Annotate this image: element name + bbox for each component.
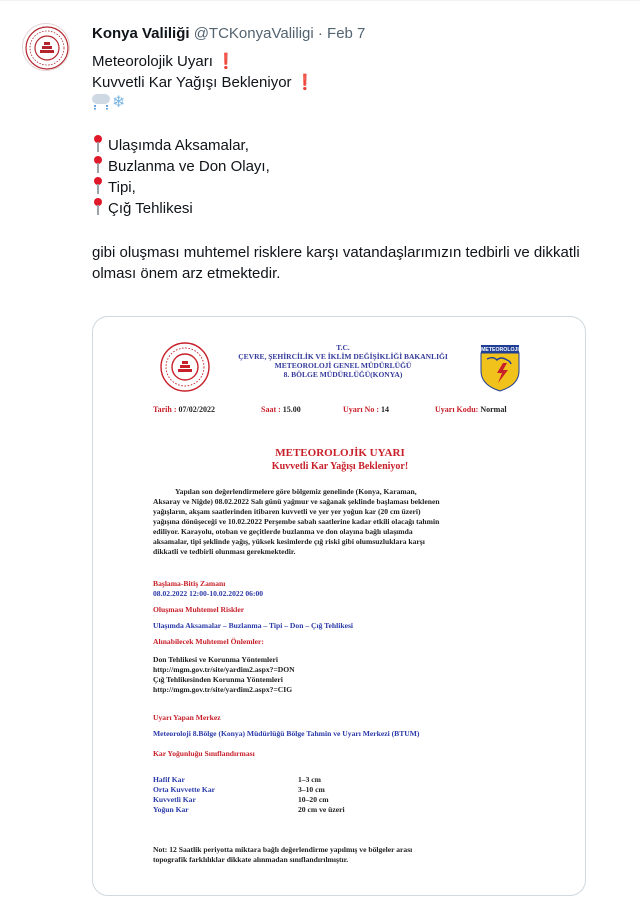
risks-value: Ulaşımda Aksamalar – Buzlanma – Tipi – Don – Çığ Tehlikesi	[153, 621, 354, 630]
class-value: 1–3 cm	[298, 775, 321, 784]
pushpin-icon	[92, 177, 104, 195]
meta-code-label: Uyarı Kodu:	[435, 405, 481, 414]
paragraph-line: ediliyor. Karayolu, otoban ve geçitlerde buzlanma ve don olayına bağlı ulaşımda	[153, 527, 413, 536]
lightning-icon	[473, 343, 527, 393]
tweet-header	[92, 25, 365, 42]
document-paragraph	[153, 487, 531, 557]
bullet-text: Çığ Tehlikesi	[108, 200, 193, 217]
class-value: 3–10 cm	[298, 785, 325, 794]
snowflake-icon: ❄	[112, 92, 126, 111]
ministry-line: T.C.	[336, 343, 350, 352]
paragraph-line: yağışına dönüşeceği ve 10.02.2022 Perşembe sabah saatlerine kadar etkili olacağı tahmin	[153, 517, 440, 526]
note-line: Not: 12 Saatlik periyotta miktara bağlı değerlendirme yapılmış ve bölgeler arası	[153, 845, 413, 854]
exclamation-icon: ❗	[295, 74, 315, 91]
document-subtitle: Kuvvetli Kar Yağışı Bekleniyor!	[271, 461, 409, 472]
measures-label: Alınabilecek Muhtemel Önlemler:	[153, 637, 264, 646]
warning-document	[93, 317, 586, 896]
bullet-text: Buzlanma ve Don Olayı,	[108, 158, 270, 175]
meta-no-label: Uyarı No :	[343, 405, 381, 414]
attached-image[interactable]	[92, 316, 586, 896]
bullet-item	[92, 135, 640, 156]
class-name: Orta Kuvvette Kar	[153, 785, 215, 794]
class-name: Yoğun Kar	[153, 805, 189, 814]
meta-warning-no	[343, 405, 389, 414]
paragraph-line: yağışların, akşam saatlerinden itibaren kuvvetli ve yer yer yoğun kar (20 cm üzeri)	[153, 507, 421, 516]
meta-code-value: Normal	[480, 405, 507, 414]
meta-no-value: 14	[381, 405, 389, 414]
classification-row	[153, 805, 345, 815]
tweet-date[interactable]: Feb 7	[327, 25, 366, 42]
paragraph-line: Yapılan son değerlendirmelere göre bölgemiz genelinde (Konya, Karaman,	[175, 487, 417, 496]
period-value: 08.02.2022 12:00-10.02.2022 06:00	[153, 589, 264, 598]
bullet-text: Tipi,	[108, 179, 136, 196]
class-name: Hafif Kar	[153, 775, 185, 784]
paragraph-line: aksamalar, tipi şeklinde yağış, yüksek kesimlerde çığ riski gibi olumsuzluklara karşı	[153, 537, 425, 546]
bullet-item	[92, 177, 640, 198]
class-value: 10–20 cm	[298, 795, 329, 804]
classification-row	[153, 775, 345, 785]
center-label: Uyarı Yapan Merkez	[153, 713, 221, 722]
document-title: METEOROLOJİK UYARI	[275, 447, 405, 459]
meteorology-logo	[473, 343, 527, 393]
author-handle[interactable]: @TCKonyaValiligi	[193, 25, 314, 42]
center-value: Meteoroloji 8.Bölge (Konya) Müdürlüğü Bölge Tahmin ve Uyarı Merkezi (BTUM)	[153, 729, 420, 738]
tweet-line-text: gibi oluşması muhtemel risklere karşı vatandaşlarımızın tedbirli ve dikkatli	[92, 244, 580, 261]
spacer	[92, 114, 640, 135]
note-line: topografik farklılıklar dikkate alınmadan sınıflandırılmıştır.	[153, 855, 349, 864]
ministry-header	[223, 343, 463, 379]
classification-table	[153, 775, 345, 815]
bullet-item	[92, 156, 640, 177]
ministry-seal-logo	[159, 341, 211, 393]
class-value: 20 cm ve üzeri	[298, 805, 345, 814]
seal-icon	[159, 341, 211, 393]
ministry-line: 8. BÖLGE MÜDÜRLÜĞÜ(KONYA)	[283, 370, 403, 379]
meta-time	[261, 405, 301, 414]
measure-line: Çığ Tehlikesinden Korunma Yöntemleri	[153, 675, 283, 684]
class-name: Kuvvetli Kar	[153, 795, 196, 804]
meta-date-label: Tarih :	[153, 405, 179, 414]
ministry-line: ÇEVRE, ŞEHİRCİLİK VE İKLİM DEĞİŞİKLİĞİ BAKANLIĞI	[238, 352, 448, 361]
risks-label: Oluşması Muhtemel Riskler	[153, 605, 245, 614]
meta-date-value: 07/02/2022	[178, 405, 215, 414]
meta-time-label: Saat :	[261, 405, 283, 414]
bullet-text: Ulaşımda Aksamalar,	[108, 137, 249, 154]
tweet-line-text: Kuvvetli Kar Yağışı Bekleniyor	[92, 74, 292, 91]
meta-warning-code	[435, 405, 507, 414]
classification-row	[153, 785, 345, 795]
period-label: Başlama-Bitiş Zamanı	[153, 579, 226, 588]
measure-link: http://mgm.gov.tr/site/yardim2.aspx?=DON	[153, 665, 295, 674]
ministry-line: METEOROLOJİ GENEL MÜDÜRLÜĞÜ	[274, 361, 412, 370]
tweet-line	[92, 51, 640, 72]
measure-line: Don Tehlikesi ve Korunma Yöntemleri	[153, 655, 279, 664]
meta-time-value: 15.00	[282, 405, 301, 414]
tweet-line	[92, 263, 640, 284]
weather-emoji	[92, 93, 132, 111]
spacer	[92, 219, 640, 240]
classification-row	[153, 795, 345, 805]
exclamation-icon: ❗	[216, 53, 236, 70]
paragraph-line: dikkatli ve tedbirli olunması gerekmektedir.	[153, 547, 296, 556]
tweet-text	[92, 51, 640, 284]
tweet-line	[92, 242, 640, 263]
pushpin-icon	[92, 135, 104, 153]
measure-link: http://mgm.gov.tr/site/yardim2.aspx?=CIG	[153, 685, 293, 694]
header-separator: ·	[317, 25, 323, 42]
svg-text:METEOROLOJI: METEOROLOJI	[481, 347, 519, 354]
author-name[interactable]: Konya Valiliği	[92, 25, 190, 42]
rain-drops-icon	[94, 105, 108, 110]
document-note	[153, 845, 412, 865]
pushpin-icon	[92, 156, 104, 174]
cloud-rain-icon	[92, 94, 110, 104]
meta-date	[153, 405, 215, 414]
tweet-line-text: olması önem arz etmektedir.	[92, 265, 281, 282]
tweet-line	[92, 93, 640, 114]
tweet-line-text: Meteorolojik Uyarı	[92, 53, 213, 70]
tweet-line	[92, 72, 640, 93]
pushpin-icon	[92, 198, 104, 216]
konya-governorship-logo	[23, 24, 70, 71]
author-avatar[interactable]	[22, 23, 70, 71]
paragraph-line: Aksaray ve Niğde) 08.02.2022 Salı günü yağmur ve sağanak şeklinde başlaması beklenen	[153, 497, 440, 506]
bullet-item	[92, 198, 640, 219]
classification-label: Kar Yoğunluğu Sınıflandırması	[153, 749, 255, 758]
